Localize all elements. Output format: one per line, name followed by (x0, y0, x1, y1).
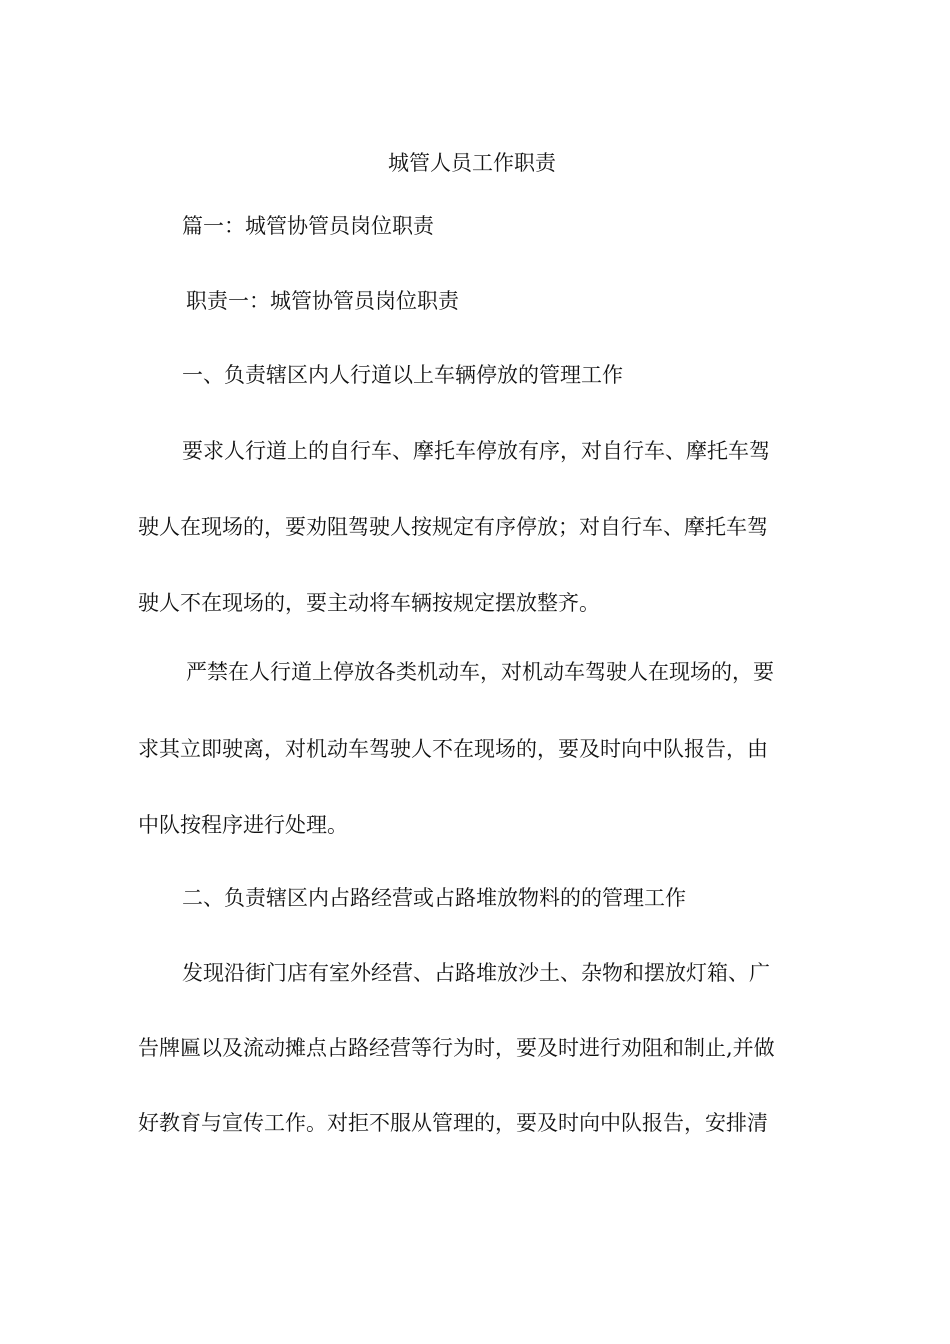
paragraph-3-line-1: 发现沿街门店有室外经营、占路堆放沙土、杂物和摆放灯箱、广 (182, 961, 770, 985)
paragraph-1-line-1: 要求人行道上的自行车、摩托车停放有序，对自行车、摩托车驾 (182, 439, 770, 463)
paragraph-1-line-3: 驶人不在现场的，要主动将车辆按规定摆放整齐。 (138, 591, 600, 615)
duty-heading: 职责一：城管协管员岗位职责 (186, 289, 459, 313)
document-title: 城管人员工作职责 (388, 151, 556, 175)
section-heading-2: 二、负责辖区内占路经营或占路堆放物料的的管理工作 (182, 886, 686, 910)
section-heading-1: 一、负责辖区内人行道以上车辆停放的管理工作 (182, 363, 623, 387)
paragraph-2-line-3: 中队按程序进行处理。 (138, 813, 348, 837)
paragraph-2-line-2: 求其立即驶离，对机动车驾驶人不在现场的，要及时向中队报告，由 (138, 737, 768, 761)
paragraph-2-line-1: 严禁在人行道上停放各类机动车，对机动车驾驶人在现场的，要 (186, 660, 774, 684)
paragraph-3-line-3: 好教育与宣传工作。对拒不服从管理的，要及时向中队报告，安排清 (138, 1111, 768, 1135)
paragraph-1-line-2: 驶人在现场的，要劝阻驾驶人按规定有序停放；对自行车、摩托车驾 (138, 515, 768, 539)
chapter-heading: 篇一：城管协管员岗位职责 (182, 214, 434, 238)
paragraph-3-line-2: 告牌匾以及流动摊点占路经营等行为时，要及时进行劝阻和制止,并做 (138, 1036, 775, 1060)
